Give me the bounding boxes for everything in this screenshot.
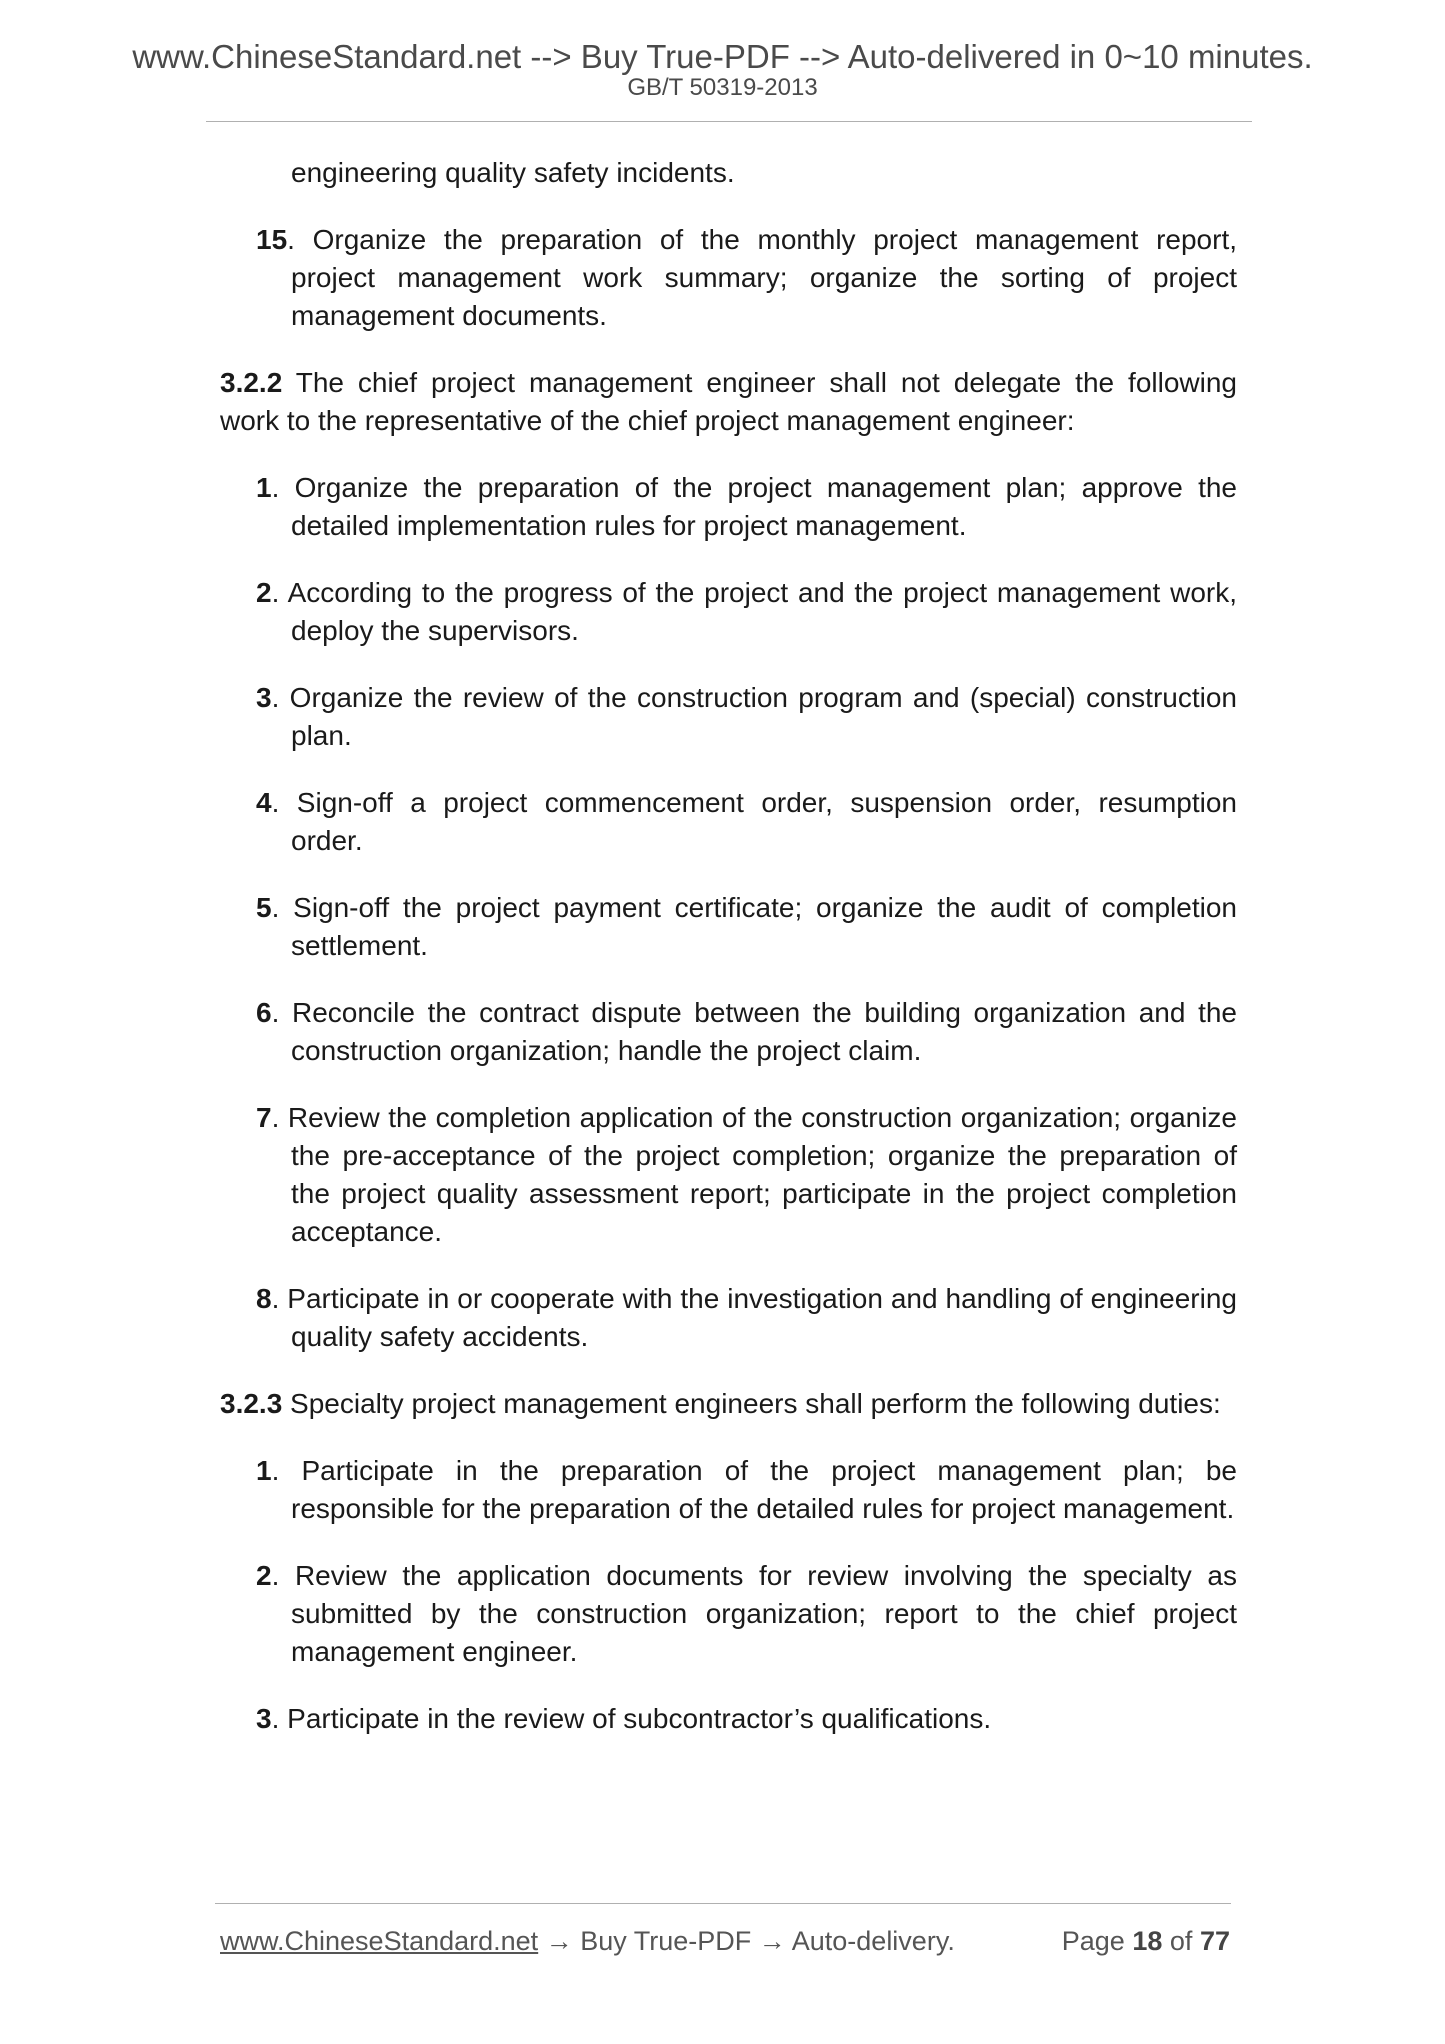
item-number: 3 [256,1703,272,1734]
clause-3-2-2-item-8 [256,1280,1237,1356]
item-text: . Organize the preparation of the monthly project management report, project management work summary; organize the sorting of project management documents. [287,224,1237,331]
page-indicator [1062,1925,1230,1957]
of-label: of [1169,1926,1193,1956]
clause-3-2-2-item-7 [256,1099,1237,1251]
clause-3-2-3-item-1 [256,1452,1237,1528]
clause-text: Specialty project management engineers shall perform the following duties: [282,1388,1221,1419]
item-number: 4 [256,787,272,818]
continued-text: engineering quality safety incidents. [291,157,735,188]
clause-3-2-2-item-2 [256,574,1237,650]
item-number: 3 [256,682,272,713]
header-divider [206,121,1252,122]
page-footer [220,1925,1230,1957]
item-number: 1 [256,472,272,503]
item-text: . Organize the preparation of the project management plan; approve the detailed implementation rules for project management. [271,472,1237,541]
clause-3-2-3 [220,1385,1237,1423]
list-item-15 [256,221,1237,335]
standard-code: GB/T 50319-2013 [627,74,818,101]
clause-number: 3.2.3 [220,1388,283,1419]
clause-text: The chief project management engineer shall not delegate the following work to the representative of the chief project management engineer: [220,367,1237,436]
clause-3-2-2-item-3 [256,679,1237,755]
item-text: . Reconcile the contract dispute between the building organization and the construction organization; handle the project claim. [271,997,1237,1066]
footer-site-link[interactable]: www.ChineseStandard.net [220,1926,539,1956]
clause-3-2-2 [220,364,1237,440]
current-page-number: 18 [1132,1926,1163,1956]
item-number: 1 [256,1455,272,1486]
item-text: . Review the completion application of the construction organization; organize the pre-acceptance of the project completion; organize the preparation of the project quality assessment report; participate in the project completion acceptance. [271,1102,1237,1247]
item-text: . Review the application documents for review involving the specialty as submitted by the construction organization; report to the chief project management engineer. [271,1560,1237,1667]
clause-3-2-3-item-2 [256,1557,1237,1671]
item-text: . According to the progress of the project and the project management work, deploy the supervisors. [271,577,1237,646]
header-banner[interactable]: www.ChineseStandard.net --> Buy True-PDF --> Auto-delivered in 0~10 minutes. [132,38,1313,75]
clause-3-2-3-item-3 [256,1700,1237,1738]
footer-divider [215,1903,1231,1904]
clause-3-2-2-item-6 [256,994,1237,1070]
clause-3-2-2-item-1 [256,469,1237,545]
page-label: Page [1061,1926,1125,1956]
item-text: . Participate in the preparation of the project management plan; be responsible for the preparation of the detailed rules for project management. [271,1455,1237,1524]
item-text: . Participate in the review of subcontractor’s qualifications. [271,1703,992,1734]
document-body [220,154,1237,1767]
clause-3-2-2-item-4 [256,784,1237,860]
item-number: 6 [256,997,272,1028]
item-text: . Sign-off a project commencement order, suspension order, resumption order. [271,787,1237,856]
item-text: . Organize the review of the construction program and (special) construction plan. [271,682,1237,751]
item-number: 2 [256,577,272,608]
total-pages-number: 77 [1199,1926,1230,1956]
item-text: . Participate in or cooperate with the investigation and handling of engineering quality safety accidents. [271,1283,1237,1352]
clause-number: 3.2.2 [220,367,283,398]
item-number: 5 [256,892,272,923]
item-number: 8 [256,1283,272,1314]
item-number: 15 [256,224,288,255]
footer-links-text: → Buy True-PDF → Auto-delivery. [538,1926,955,1956]
item-number: 7 [256,1102,272,1133]
clause-3-2-2-item-5 [256,889,1237,965]
item-number: 2 [256,1560,272,1591]
item-text: . Sign-off the project payment certificate; organize the audit of completion settlement. [271,892,1237,961]
